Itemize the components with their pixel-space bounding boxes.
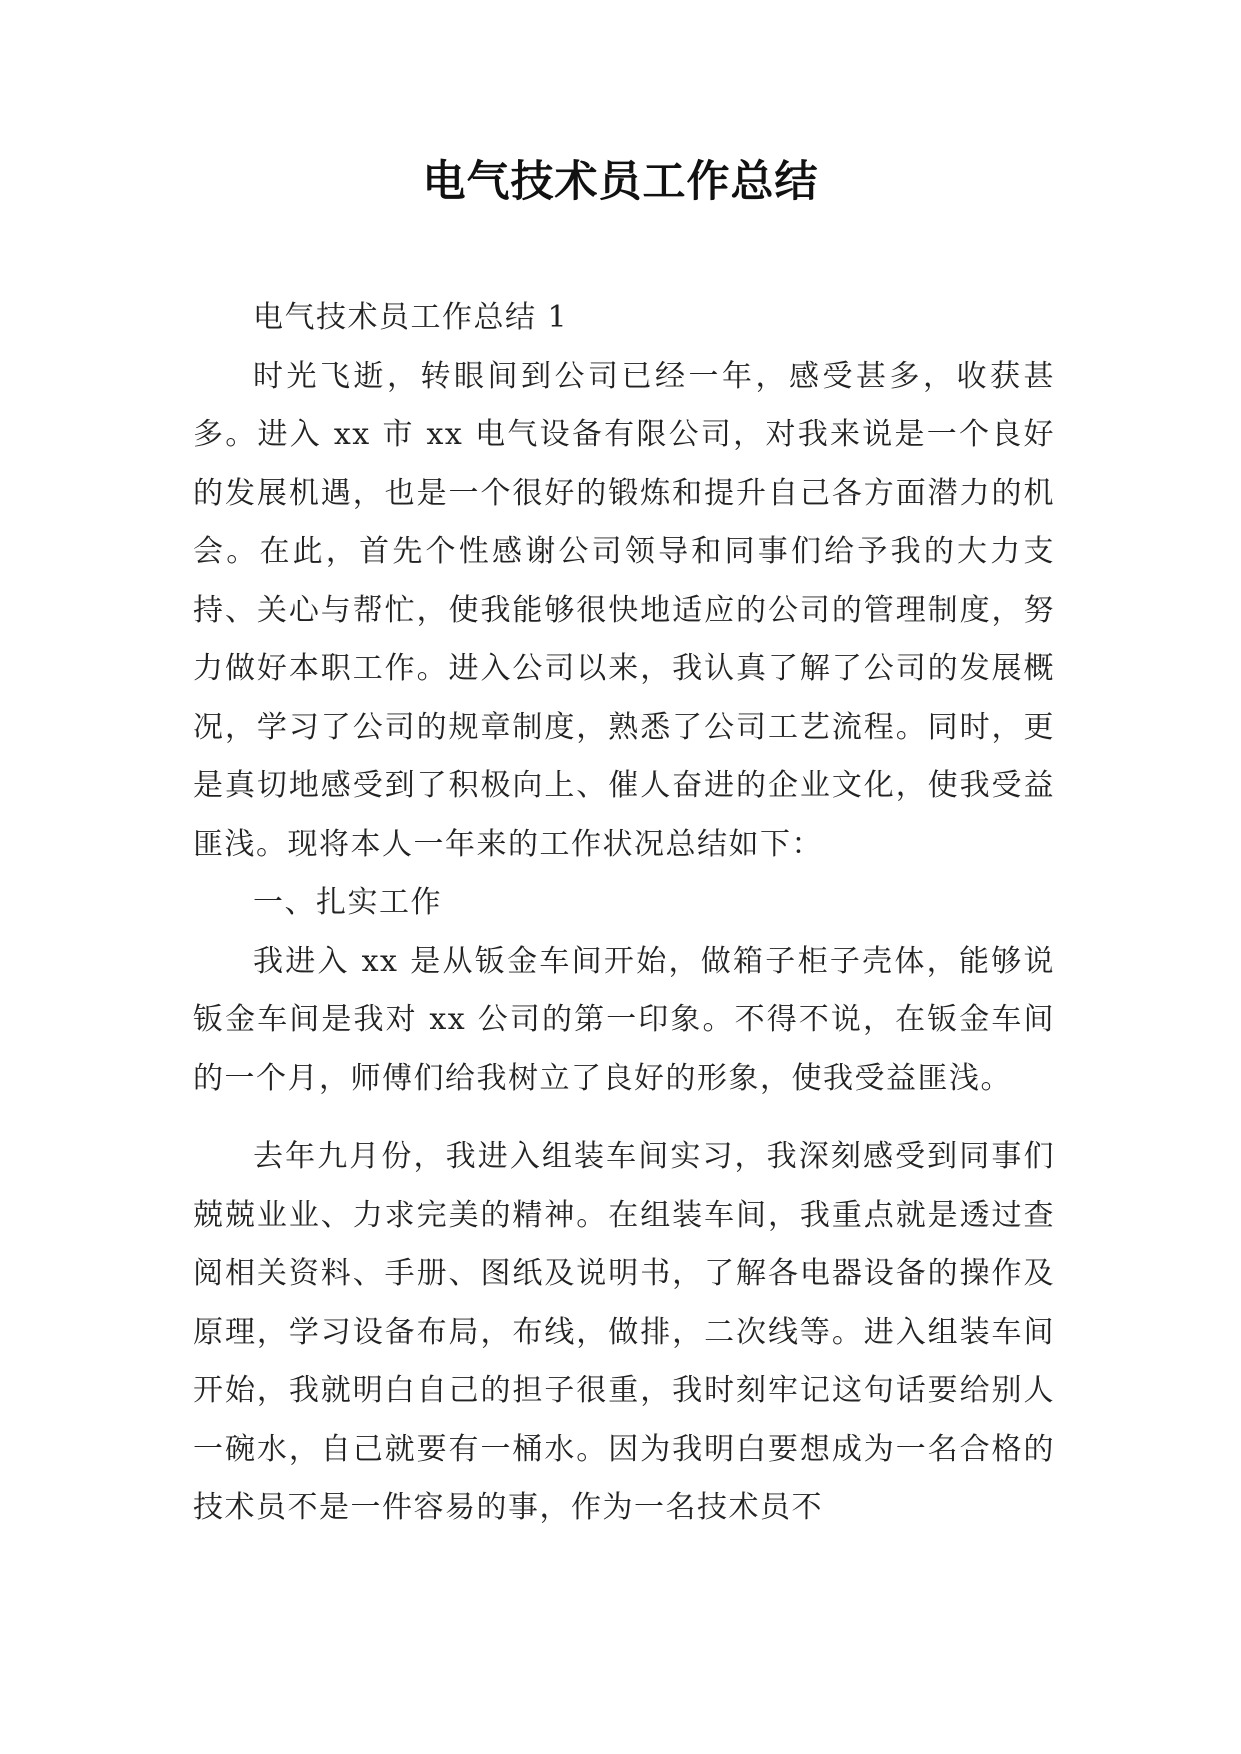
body-paragraph: 我进入 xx 是从钣金车间开始，做箱子柜子壳体，能够说钣金车间是我对 xx 公司的第一印象。不得不说，在钣金车间的一个月，师傅们给我树立了良好的形象，使我受益匪浅。 — [193, 943, 1055, 1096]
intro-paragraph: 时光飞逝，转眼间到公司已经一年，感受甚多，收获甚多。进入 xx 市 xx 电气设备有限公司，对我来说是一个良好的发展机遇，也是一个很好的锻炼和提升自己各方面潜力的机会。在此，首先个性感谢公司领导和同事们给予我的大力支持、关心与帮忙，使我能够很快地适应的公司的管理制度，努力做好本职工作。进入公司以来，我认真了解了公司的发展概况，学习了公司的规章制度，熟悉了公司工艺流程。同时，更是真切地感受到了积极向上、催人奋进的企业文化，使我受益匪浅。现将本人一年来的工作状况总结如下： — [193, 358, 1055, 862]
document-body — [193, 289, 1055, 1538]
section-heading: 电气技术员工作总结 1 — [253, 300, 569, 335]
document-title: 电气技术员工作总结 — [422, 157, 819, 207]
subsection-heading: 一、扎实工作 — [253, 885, 442, 920]
body-paragraph: 去年九月份，我进入组装车间实习，我深刻感受到同事们兢兢业业、力求完美的精神。在组装车间，我重点就是透过查阅相关资料、手册、图纸及说明书，了解各电器设备的操作及原理，学习设备布局，布线，做排，二次线等。进入组装车间开始，我就明白自己的担子很重，我时刻牢记这句话要给别人一碗水，自己就要有一桶水。因为我明白要想成为一名合格的技术员不是一件容易的事，作为一名技术员不 — [193, 1139, 1055, 1525]
